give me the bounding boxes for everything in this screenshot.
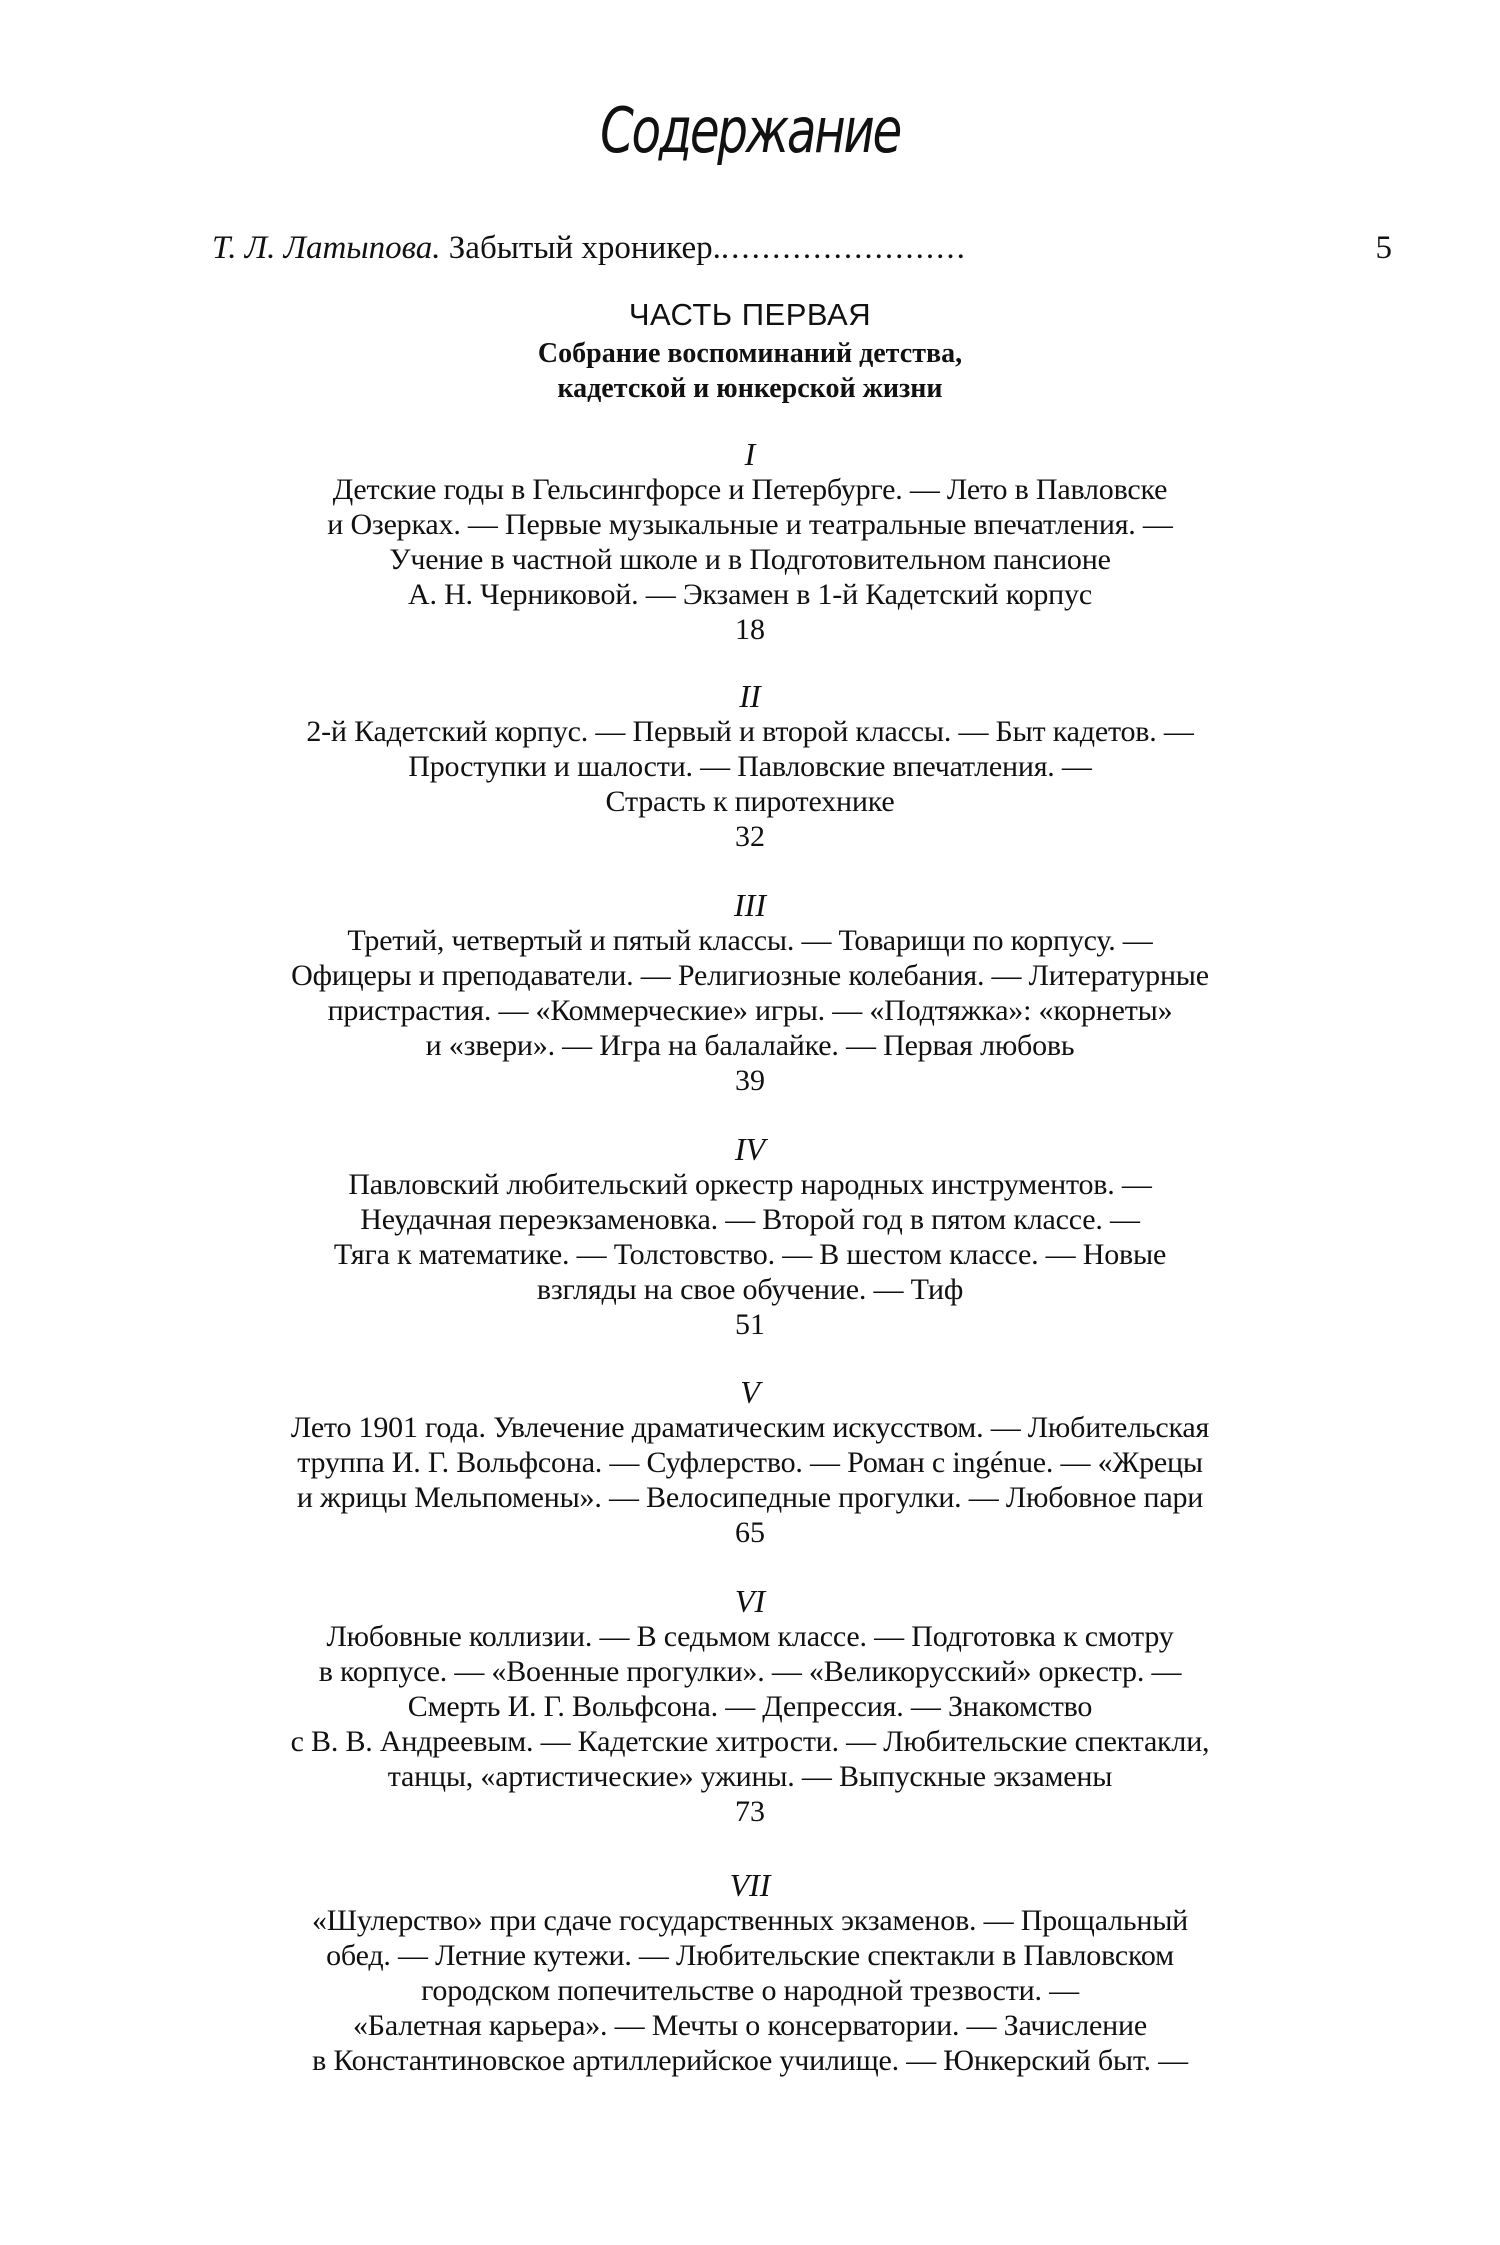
chapter-summary-line: в Константиновское артиллерийское училище. — Юнкерский быт. — <box>312 2044 1188 2077</box>
chapter-page-number: 18 <box>735 613 765 646</box>
chapter-page-number: 65 <box>735 1516 765 1549</box>
toc-chapter-3 <box>0 888 1500 1098</box>
toc-chapter-4 <box>0 1132 1500 1342</box>
chapter-summary-line: и «звери». — Игра на балалайке. — Первая любовь <box>425 1029 1075 1062</box>
toc-entry-intro <box>212 228 1392 268</box>
chapter-summary-line: городском попечительстве о народной трезвости. — <box>421 1974 1079 2007</box>
chapter-summary-line: танцы, «артистические» ужины. — Выпускные экзамены <box>387 1760 1113 1793</box>
chapter-numeral: V <box>740 1374 760 1410</box>
chapter-summary-line: «Балетная карьера». — Мечты о консерватории. — Зачисление <box>353 2009 1147 2042</box>
intro-author: Т. Л. Латыпова. <box>212 230 441 266</box>
toc-chapter-1 <box>0 437 1500 647</box>
part-subtitle-line: кадетской и юнкерской жизни <box>557 373 943 404</box>
toc-chapter-5 <box>0 1375 1500 1550</box>
part-heading: ЧАСТЬ ПЕРВАЯ <box>628 297 872 332</box>
toc-chapter-7 <box>0 1868 1500 2078</box>
chapter-summary-line: Страсть к пиротехнике <box>605 785 895 818</box>
chapter-summary-line: Лето 1901 года. Увлечение драматическим искусством. — Любительская <box>290 1411 1210 1444</box>
chapter-summary-line: Любовные коллизии. — В седьмом классе. — Подготовка к смотру <box>326 1620 1174 1653</box>
chapter-summary-line: 2-й Кадетский корпус. — Первый и второй классы. — Быт кадетов. — <box>306 715 1194 748</box>
chapter-numeral: VII <box>729 1867 771 1903</box>
chapter-summary-line: Смерть И. Г. Вольфсона. — Депрессия. — Знакомство <box>407 1690 1093 1723</box>
chapter-summary-line: Учение в частной школе и в Подготовительном пансионе <box>389 543 1111 576</box>
chapter-summary-line: Офицеры и преподаватели. — Религиозные колебания. — Литературные <box>291 959 1209 992</box>
chapter-summary-line: А. Н. Черниковой. — Экзамен в 1-й Кадетский корпус <box>408 578 1092 611</box>
chapter-summary-line: с В. В. Андреевым. — Кадетские хитрости. — Любительские спектакли, <box>290 1725 1210 1758</box>
intro-text: Забытый хроникер. <box>448 230 721 266</box>
part-subtitle <box>0 336 1500 406</box>
chapter-summary-line: пристрастия. — «Коммерческие» игры. — «Подтяжка»: «корнеты» <box>327 994 1173 1027</box>
intro-page-number: 5 <box>1375 230 1392 266</box>
page-title: Содержание <box>600 94 900 167</box>
chapter-summary-line: обед. — Летние кутежи. — Любительские спектакли в Павловском <box>326 1939 1174 1972</box>
intro-dot-leader: ........................ <box>720 230 967 266</box>
chapter-summary-line: Павловский любительский оркестр народных инструментов. — <box>348 1168 1152 1201</box>
chapter-summary-line: труппа И. Г. Вольфсона. — Суфлерство. — Роман с ingénue. — «Жрецы <box>297 1446 1203 1479</box>
chapter-summary-line: и жрицы Мельпомены». — Велосипедные прогулки. — Любовное пари <box>296 1481 1204 1514</box>
chapter-summary-line: взгляды на свое обучение. — Тиф <box>536 1273 964 1306</box>
chapter-page-number: 73 <box>735 1795 765 1828</box>
chapter-summary-line: Неудачная переэкзаменовка. — Второй год в пятом классе. — <box>360 1203 1140 1236</box>
chapter-summary-line: и Озерках. — Первые музыкальные и театральные впечатления. — <box>327 508 1173 541</box>
part-subtitle-line: Собрание воспоминаний детства, <box>537 338 963 369</box>
chapter-numeral: III <box>734 887 766 923</box>
chapter-page-number: 51 <box>735 1308 765 1341</box>
toc-chapter-2 <box>0 679 1500 854</box>
toc-chapter-6 <box>0 1584 1500 1829</box>
chapter-summary-line: Третий, четвертый и пятый классы. — Товарищи по корпусу. — <box>347 924 1153 957</box>
chapter-summary-line: Детские годы в Гельсингфорсе и Петербурге. — Лето в Павловске <box>332 473 1168 506</box>
chapter-summary-line: «Шулерство» при сдаче государственных экзаменов. — Прощальный <box>311 1904 1189 1937</box>
chapter-summary-line: в корпусе. — «Военные прогулки». — «Великорусский» оркестр. — <box>318 1655 1182 1688</box>
chapter-summary-line: Проступки и шалости. — Павловские впечатления. — <box>408 750 1092 783</box>
chapter-summary-line: Тяга к математике. — Толстовство. — В шестом классе. — Новые <box>333 1238 1167 1271</box>
chapter-numeral: IV <box>734 1131 766 1167</box>
chapter-numeral: I <box>744 436 756 472</box>
chapter-page-number: 32 <box>735 820 765 853</box>
chapter-numeral: VI <box>734 1583 766 1619</box>
chapter-page-number: 39 <box>735 1064 765 1097</box>
chapter-numeral: II <box>739 678 761 714</box>
